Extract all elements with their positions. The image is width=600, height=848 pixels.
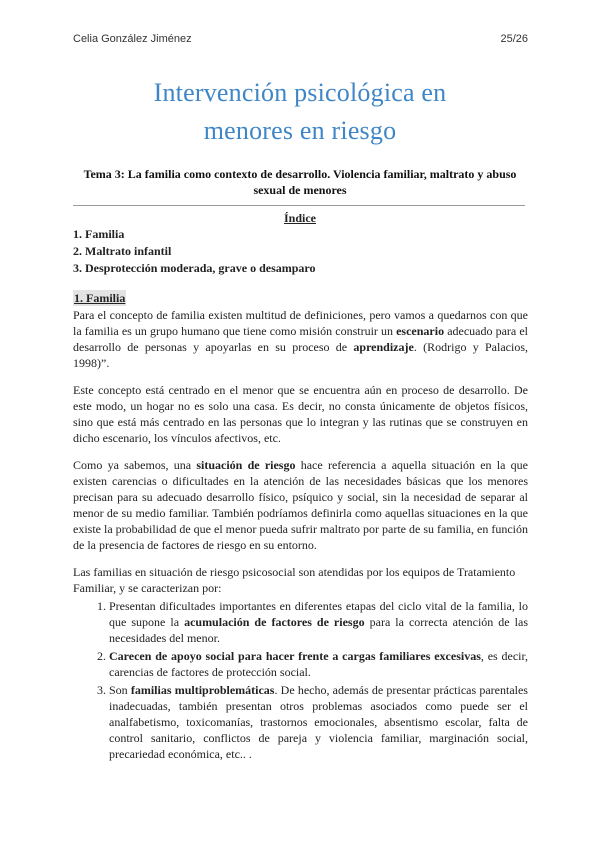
text-run: Como ya sabemos, una <box>73 458 197 472</box>
document-title <box>0 74 600 150</box>
paragraph-2: Este concepto está centrado en el menor que se encuentra aún en proceso de desarrollo. De este modo, un hogar no es solo una casa. Es decir, no consta únicamente de objetos físicos, sino que está más centrado en las personas que lo integran y las rutinas que se construyen en dicho escenario, los vínculos afectivos, etc. <box>73 383 528 445</box>
index-item: 3. Desprotección moderada, grave o desamparo <box>73 261 316 275</box>
characteristics-list <box>73 598 528 762</box>
text-run: . De hecho, además de presentar prácticas parentales inadecuadas, también presentan otros problemas asociados como puede ser el analfabetismo, toxicomanías, trastornos emocionales, absentismo escolar, falta de control sanitario, conflictos de pareja y violencia familiar, marginación social, precariedad económica, etc.. . <box>109 683 528 761</box>
topic-subtitle: Tema 3: La familia como contexto de desarrollo. Violencia familiar, maltrato y abuso sexual de menores <box>83 167 517 197</box>
list-item <box>109 598 528 646</box>
text-run: Para el concepto de familia existen multitud de definiciones, pero vamos a quedarnos con que la familia es un grupo humano que tiene como misión construir un <box>73 308 528 338</box>
text-run: Presentan dificultades importantes en diferentes etapas del ciclo vital de la familia, lo que supone la <box>109 599 528 629</box>
bold-term: escenario <box>396 324 445 338</box>
author-name: Celia González Jiménez <box>73 33 192 45</box>
page-header <box>73 33 528 45</box>
paragraph-1 <box>73 307 528 371</box>
title-line-2: menores en riesgo <box>203 116 397 145</box>
bold-term: Carecen de apoyo social para hacer frente a cargas familiares excesivas <box>109 649 481 663</box>
text-run: . (Rodrigo y Palacios, 1998)”. <box>73 340 528 370</box>
paragraph-4: Las familias en situación de riesgo psicosocial son atendidas por los equipos de Tratamiento Familiar, y se caracterizan por: <box>73 565 516 595</box>
text-run: adecuado para el desarrollo de personas y apoyarlas en su proceso de <box>73 324 528 354</box>
index-item: 1. Familia <box>73 227 125 241</box>
text-run: Son <box>109 683 131 697</box>
bold-term: familias multiproblemáticas <box>130 683 275 697</box>
bold-term: situación de riesgo <box>196 458 296 472</box>
page-number: 25/26 <box>500 33 528 45</box>
section-heading: 1. Familia <box>74 291 126 305</box>
divider <box>73 205 525 206</box>
index-list <box>73 226 316 277</box>
index-item: 2. Maltrato infantil <box>73 244 172 258</box>
list-item <box>109 648 528 680</box>
title-line-1: Intervención psicológica en <box>153 78 447 107</box>
list-item <box>109 682 528 762</box>
paragraph-3 <box>73 457 528 553</box>
text-run: , es decir, carencias de factores de protección social. <box>109 649 529 679</box>
bold-term: acumulación de factores de riesgo <box>184 615 365 629</box>
section-body <box>73 290 528 764</box>
bold-term: aprendizaje <box>353 340 414 354</box>
text-run: hace referencia a aquella situación en la que existen carencias o dificultades en la atención de las necesidades básicas que los menores precisan para su adecuado desarrollo físico, psíquico y social, sin la necesidad de separar al menor de su medio familiar. También podríamos definirla como aquellas situaciones en la que existe la probabilidad de que el menor pueda sufrir maltrato por parte de su familia, en función de la presencia de factores de riesgo en su entorno. <box>73 458 528 552</box>
index-title: Índice <box>283 211 316 225</box>
text-run: para la correcta atención de las necesidades del menor. <box>109 615 528 645</box>
